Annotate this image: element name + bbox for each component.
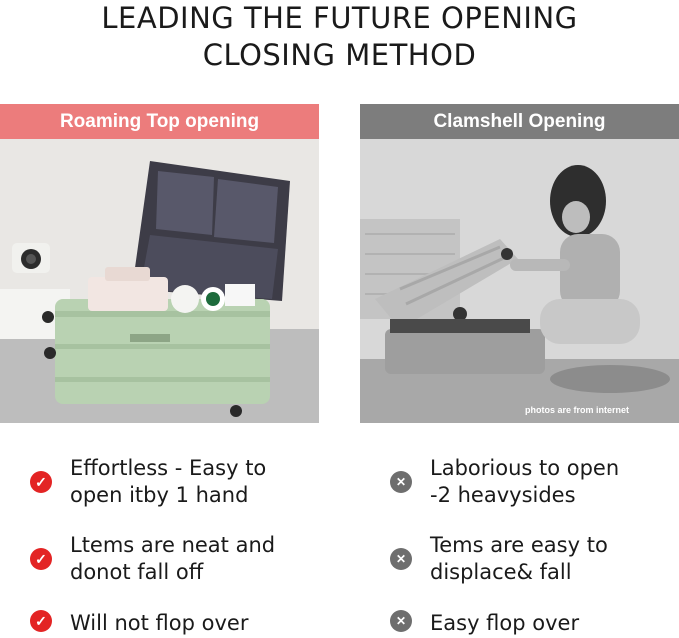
con-item: [390, 610, 579, 637]
con-1-line-1: Laborious to open: [430, 456, 620, 480]
clamshell-photo: [360, 139, 679, 423]
pro-item: [30, 455, 266, 509]
check-icon: ✓: [30, 471, 52, 493]
pro-2-line-2: donot fall off: [70, 560, 204, 584]
x-icon: ✕: [390, 548, 412, 570]
roaming-top-banner: Roaming Top opening: [0, 104, 319, 139]
con-2-line-2: displace& fall: [430, 560, 572, 584]
x-icon: ✕: [390, 471, 412, 493]
clamshell-banner: Clamshell Opening: [360, 104, 679, 139]
pro-item: [30, 610, 248, 637]
con-item: [390, 455, 619, 509]
check-icon: ✓: [30, 548, 52, 570]
pro-item: [30, 532, 275, 586]
pro-3-line-1: Will not flop over: [70, 611, 249, 635]
roaming-top-photo: [0, 139, 319, 423]
con-item: [390, 532, 608, 586]
x-icon: ✕: [390, 610, 412, 632]
check-icon: ✓: [30, 610, 52, 632]
con-2-line-1: Tems are easy to: [430, 533, 608, 557]
con-3-line-1: Easy flop over: [430, 611, 580, 635]
title-line-2: CLOSING METHOD: [202, 38, 477, 72]
con-1-line-2: -2 heavysides: [430, 483, 576, 507]
page-title: [0, 0, 679, 74]
pro-1-line-2: open itby 1 hand: [70, 483, 249, 507]
pro-1-line-1: Effortless - Easy to: [70, 456, 267, 480]
title-line-1: LEADING THE FUTURE OPENING: [101, 1, 578, 35]
pro-2-line-1: Ltems are neat and: [70, 533, 276, 557]
photo-credit: photos are from internet: [524, 405, 629, 415]
